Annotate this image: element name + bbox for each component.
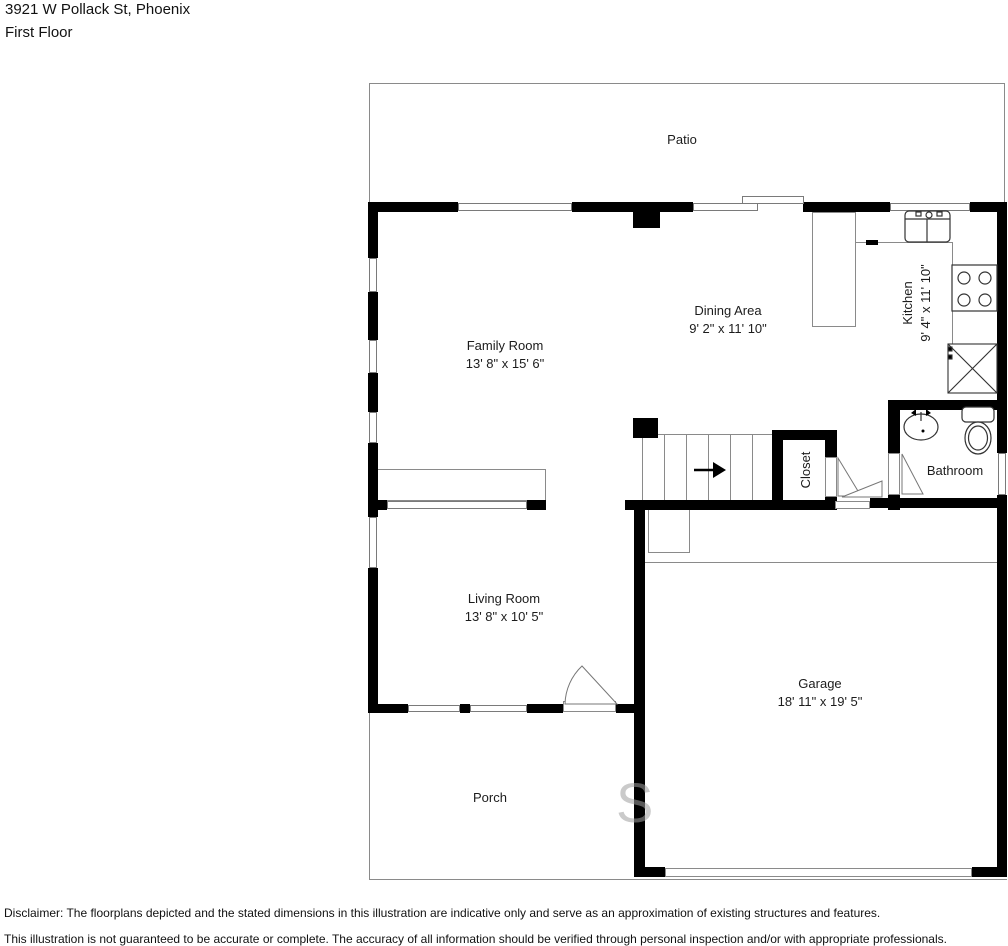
room-dims: 9' 2" x 11' 10" [689,321,767,336]
door-swing-icon [565,666,617,704]
disclaimer-line-2: This illustration is not guaranteed to be accurate or complete. The accuracy of all information should be verified through personal inspection and/or with appropriate professionals. [4,932,947,946]
room-name: Dining Area [694,303,762,318]
kitchen-sink-icon [905,211,950,242]
room-name: Porch [473,790,507,805]
utility-box-icon [948,344,997,393]
room-name: Garage [798,676,842,691]
floor-title: First Floor [5,24,73,41]
room-name: Living Room [467,591,541,606]
room-name: Bathroom [926,463,984,478]
room-name: Patio [667,132,697,147]
stove-icon [952,265,997,311]
toilet-icon [962,407,994,454]
room-name: Closet [798,451,813,489]
disclaimer-line-1: Disclaimer: The floorplans depicted and the stated dimensions in this illustration are indicative only and serve as an approximation of existing structures and features. [4,906,881,920]
stairs-arrow-icon [694,462,726,478]
room-dims: 9' 4" x 11' 10" [918,264,933,342]
room-dims: 13' 8" x 15' 6" [465,356,545,371]
bathroom-sink-icon [904,409,938,440]
room-name: Kitchen [900,281,915,325]
room-dims: 18' 11" x 19' 5" [777,694,863,709]
address-title: 3921 W Pollack St, Phoenix [5,1,191,18]
room-name: Family Room [466,338,544,353]
watermark-letter: S [616,771,654,834]
room-dims: 13' 8" x 10' 5" [464,609,544,624]
door-swing-icon [902,454,923,494]
